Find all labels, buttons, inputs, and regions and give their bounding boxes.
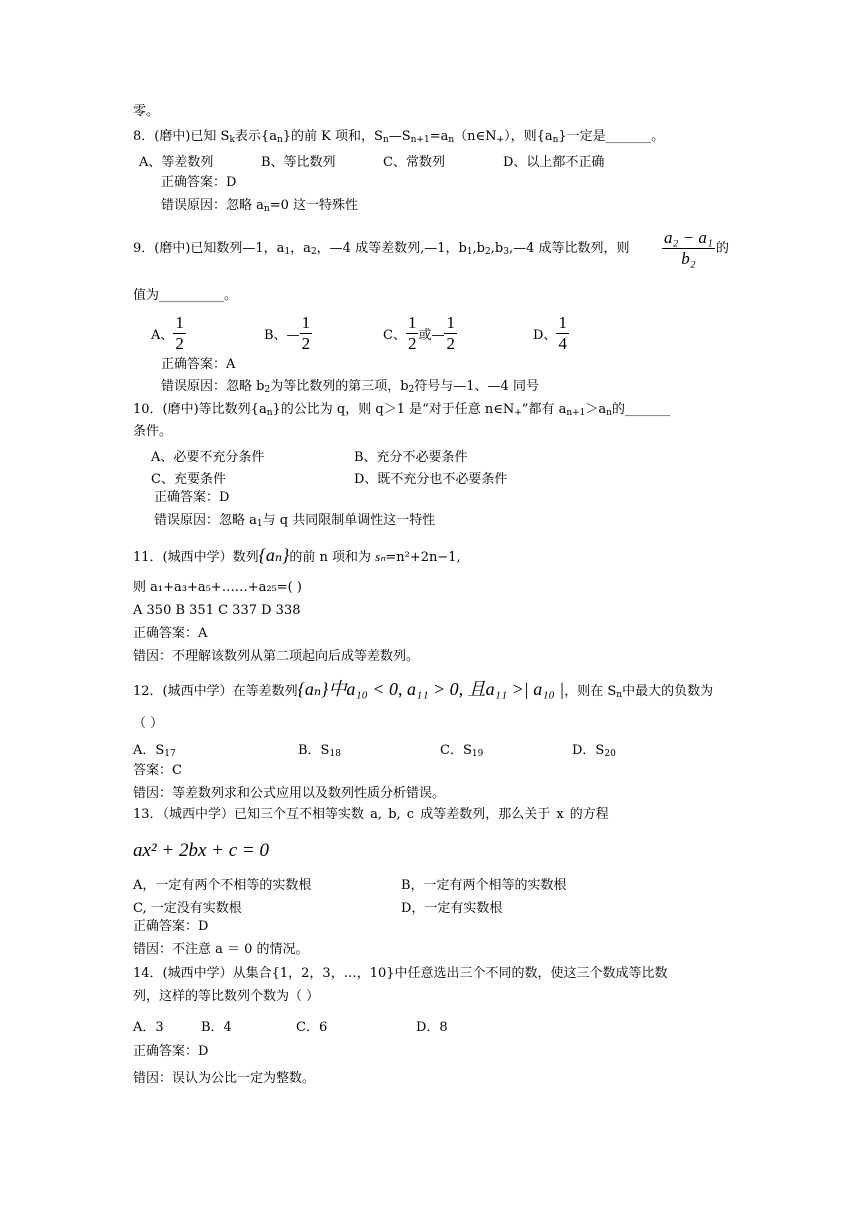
q9-stem-end: 的 (716, 241, 730, 256)
q9-option-a: A、 $\frac{1}{2}$ (151, 313, 184, 353)
q8-option-b: B、等比数列 (261, 155, 336, 170)
q13-answer: 正确答案：D (133, 919, 209, 934)
q13-equation: ax² + 2bx + c = 0 (133, 840, 269, 861)
q10-option-d: D、既不充分也不必要条件 (354, 472, 508, 487)
q8-option-a: A、等差数列 (139, 155, 214, 170)
q12-option-a: A．$S_{17}$ (133, 743, 176, 759)
q10-reason: 错误原因：忽略 $a_1$与 q 共同限制单调性这一特性 (154, 513, 436, 529)
q11-options: A 350 B 351 C 337 D 338 (133, 603, 301, 618)
q14-option-b: B．4 (201, 1020, 232, 1035)
q12-option-b: B．$S_{18}$ (298, 743, 341, 759)
q13-option-d: D，一定有实数根 (401, 901, 503, 916)
q9-reason: 错误原因：忽略 $b_2$为等比数列的第三项，$b_2$符号与—1、—4 同号 (161, 379, 539, 395)
q8-option-c: C、常数列 (383, 155, 445, 170)
q14-stem-line1: 14．(城西中学）从集合{1，2，3，…，10}中任意选出三个不同的数，使这三个数成等比数 (133, 966, 668, 981)
q14-option-c: C．6 (296, 1020, 328, 1035)
q10-answer: 正确答案：D (154, 490, 230, 505)
q9-option-b: B、— $\frac{1}{2}$ (264, 313, 311, 353)
q14-reason: 错因：误认为公比一定为整数。 (133, 1071, 316, 1086)
q14-answer: 正确答案：D (133, 1044, 209, 1059)
q10-option-c: C、充要条件 (151, 472, 226, 487)
q9-option-c: C、 $\frac{1}{2}$ 或— $\frac{1}{2}$ (383, 313, 455, 353)
q9-option-d: D、 $\frac{1}{4}$ (533, 313, 567, 353)
fraction: $\frac{1}{2}$ (175, 313, 184, 353)
q11-answer: 正确答案：A (133, 626, 208, 641)
q14-stem-line2: 列，这样的等比数列个数为（ ） (133, 989, 320, 1004)
q10-option-a: A、必要不充分条件 (151, 450, 265, 465)
continuation-text: 零。 (133, 104, 160, 119)
q10-stem: 10．(磨中)等比数列$\{a_n\}$的公比为 q，则 q＞1 是“对于任意 $n\in N_+$”都有 $a_{n+1}>a_n$的_______ (133, 402, 671, 418)
math-seq: {aₙ} (258, 545, 290, 565)
q9-stem-line2: 值为__________。 (133, 288, 238, 303)
q14-option-d: D．8 (416, 1020, 448, 1035)
q12-reason: 错因：等差数列求和公式应用以及数列性质分析错误。 (133, 786, 446, 801)
fraction: $\frac{1}{4}$ (558, 313, 567, 353)
q11-stem: 11．(城西中学）数列{aₙ}的前 n 项和为 sₙ=n²+2n−1, (133, 545, 461, 565)
q12-option-d: D．$S_{20}$ (572, 743, 616, 759)
q13-option-a: A，一定有两个不相等的实数根 (133, 878, 312, 893)
q8-reason: 错误原因：忽略 $a_n=0$ 这一特殊性 (161, 198, 358, 214)
fraction: $\frac{1}{2}$ (301, 313, 311, 353)
q13-reason: 错因：不注意 a ＝ 0 的情况。 (133, 942, 309, 957)
q11-reason: 错因：不理解该数列从第二项起向后成等差数列。 (133, 649, 420, 664)
q10-stem-line2: 条件。 (133, 424, 173, 439)
q13-option-b: B，一定有两个相等的实数根 (401, 878, 567, 893)
q9-answer: 正确答案：A (161, 357, 236, 372)
fraction: $\frac{1}{2}$ (446, 313, 455, 353)
q12-stem: 12．(城西中学）在等差数列{aₙ}中a₁₀ < 0, a₁₁ > 0, 且a₁₁ >| a₁₀ |，则在 $S_n$中最大的负数为 (133, 679, 714, 700)
q14-option-a: A．3 (133, 1020, 164, 1035)
math-condition: {aₙ}中a₁₀ < 0, a₁₁ > 0, 且a₁₁ >| a₁₀ | (297, 679, 565, 699)
q9-fraction: $\frac{\text{a₂ − a₁}}{\text{b₂}}$ (664, 228, 713, 268)
q8-option-d: D、以上都不正确 (503, 155, 605, 170)
q10-option-b: B、充分不必要条件 (354, 450, 468, 465)
q13-stem: 13．（城西中学）已知三个互不相等实数 a, b, c 成等差数列，那么关于 x 的方程 (133, 807, 609, 822)
q8-stem: 8．(磨中)已知 $S_k$表示$\{a_n\}$的前 K 项和，$S_n—S_{n+1}=a_n(n\in N_+)$，则$\{a_n\}$一定是_______。 (133, 129, 665, 145)
fraction: $\frac{1}{2}$ (407, 313, 417, 353)
q8-answer: 正确答案：D (161, 175, 237, 190)
q11-stem-line2: 则 a₁+a₃+a₅+……+a₂₅=( ) (133, 580, 302, 595)
q12-paren: （ ） (133, 716, 164, 731)
q13-option-c: C, 一定没有实数根 (133, 901, 242, 916)
q12-option-c: C．$S_{19}$ (440, 743, 484, 759)
q9-stem: 9．(磨中)已知数列—1，$a_1$，$a_2$，—4 成等差数列,—1，$b_1,b_2,b_3,—4$ 成等比数列，则 (133, 241, 630, 257)
q12-answer: 答案：C (133, 763, 182, 778)
